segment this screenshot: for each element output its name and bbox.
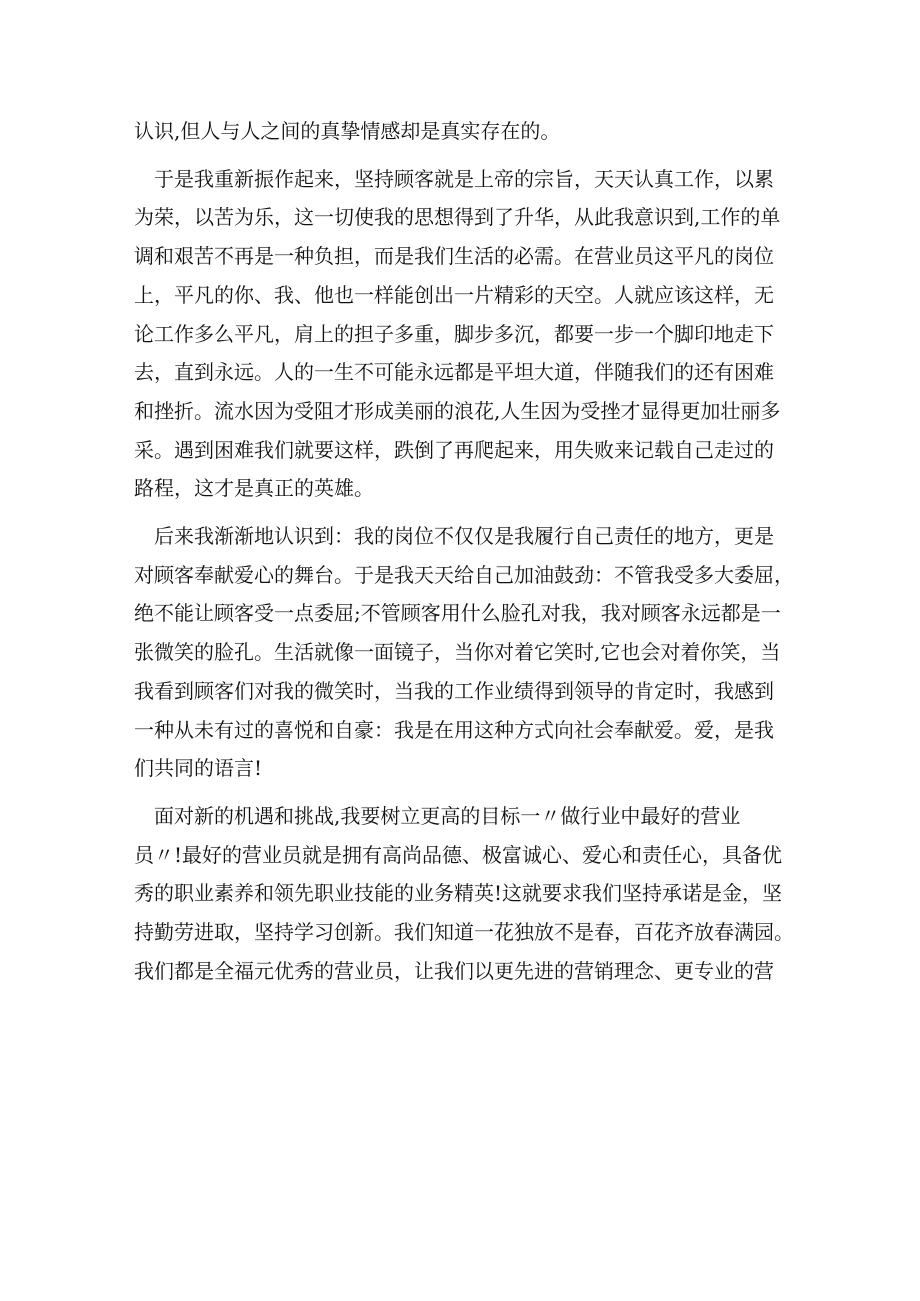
paragraph-1: 认识,但人与人之间的真挚情感却是真实存在的。 <box>134 119 561 143</box>
paragraph-4: 面对新的机遇和挑战,我要树立更高的目标一〃做行业中最好的营业 员〃!最好的营业员就是拥有高尚品德、极富诚心、爱心和责任心，具备优 秀的职业素养和领先职业技能的业务精英!这就要求我们坚持承诺是金，坚 持勤劳进取，坚持学习创新。我们知道一花独放不是春，百花齐放春满园。 我们都是全福元优秀的营业员，让我们以更先进的营销理念、更专业的营 <box>134 803 794 983</box>
document-body <box>134 112 794 999</box>
paragraph-3: 后来我渐渐地认识到：我的岗位不仅仅是我履行自己责任的地方，更是 对顾客奉献爱心的舞台。于是我天天给自己加油鼓劲：不管我受多大委屈， 绝不能让顾客受一点委屈;不管顾客用什么脸孔对我，我对顾客永远都是一 张微笑的脸孔。生活就像一面镜子，当你对着它笑时,它也会对着你笑，当 我看到顾客们对我的微笑时，当我的工作业绩得到领导的肯定时，我感到 一种从未有过的喜悦和自豪：我是在用这种方式向社会奉献爱。爱，是我 们共同的语言! <box>134 524 794 781</box>
paragraph-2: 于是我重新振作起来，坚持顾客就是上帝的宗旨，天天认真工作，以累 为荣，以苦为乐，这一切使我的思想得到了升华，从此我意识到,工作的单 调和艰苦不再是一种负担，而是我们生活的必需。在营业员这平凡的岗位 上，平凡的你、我、他也一样能创出一片精彩的天空。人就应该这样，无 论工作多么平凡，肩上的担子多重，脚步多沉，都要一步一个脚印地走下 去，直到永远。人的一生不可能永远都是平坦大道，伴随我们的还有困难 和挫折。流水因为受阻才形成美丽的浪花,人生因为受挫才显得更加壮丽多 采。遇到困难我们就要这样，跌倒了再爬起来，用失败来记载自己走过的 路程，这才是真正的英雄。 <box>134 166 781 501</box>
